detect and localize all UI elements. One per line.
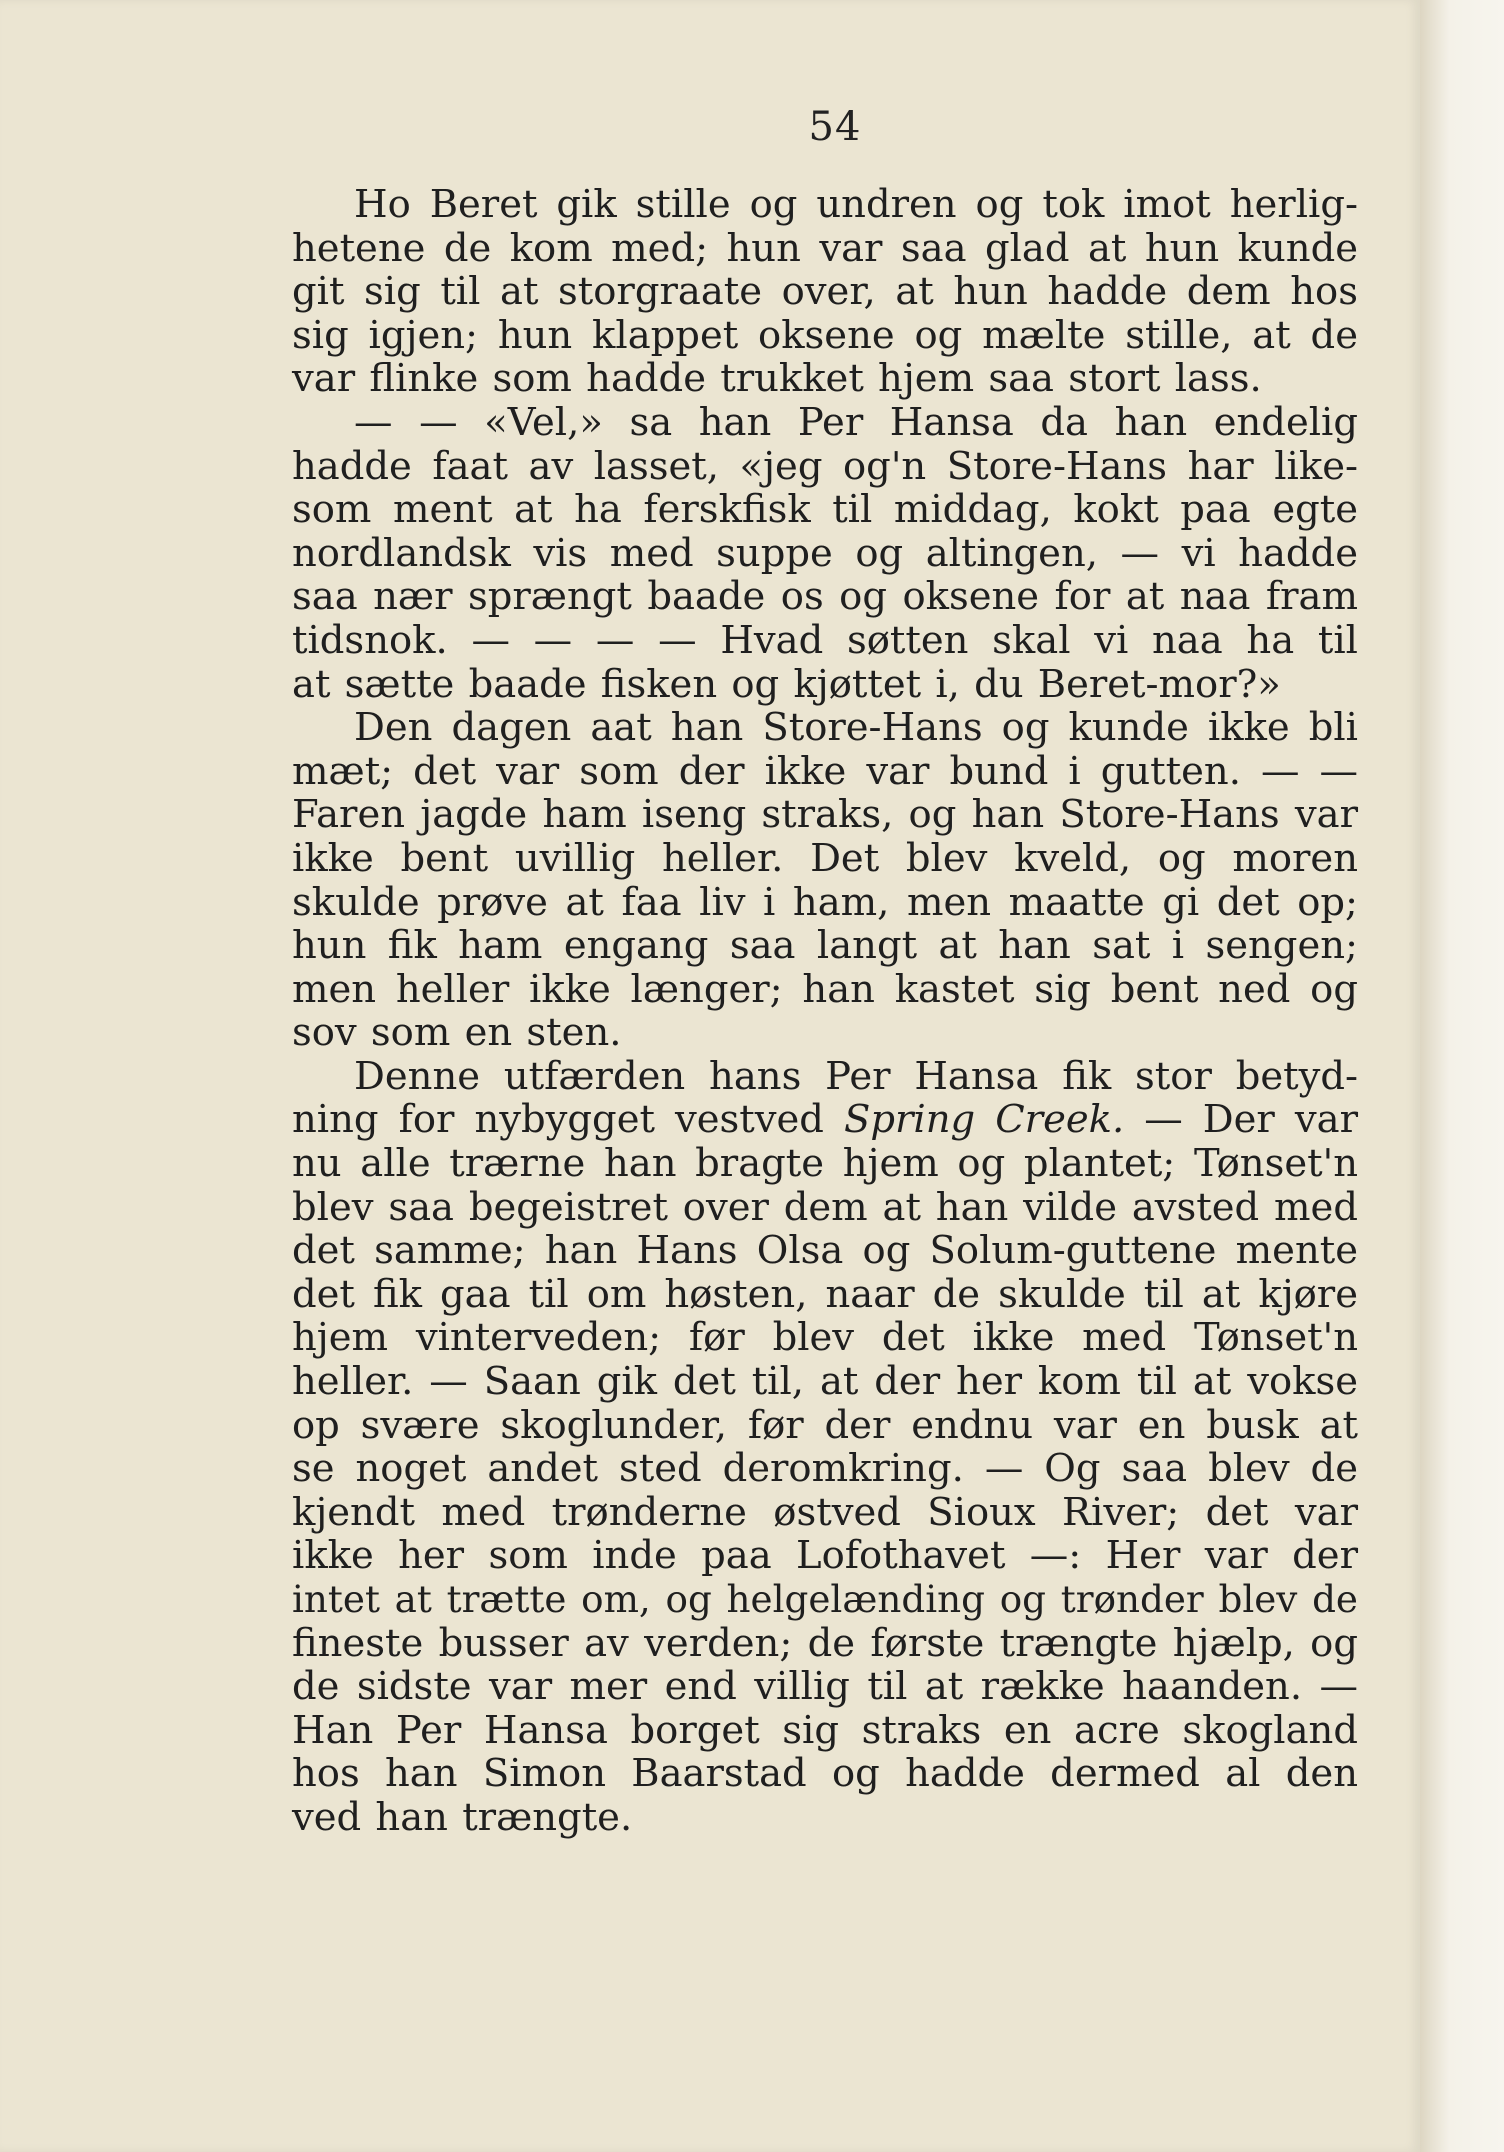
paragraph <box>292 706 1358 1055</box>
text-line: men heller ikke længer; han kastet sig bent ned og <box>292 966 1358 1012</box>
text-line: sig igjen; hun klappet oksene og mælte stille, at de <box>292 312 1358 358</box>
text-line: Faren jagde ham iseng straks, og han Store-Hans var <box>292 792 1358 838</box>
text-line: Denne utfærden hans Per Hansa fik stor betyd- <box>354 1053 1358 1099</box>
text-line: hjem vinterveden; før blev det ikke med Tønset'n <box>292 1315 1358 1361</box>
body-text <box>292 183 1358 1840</box>
text-line: kjendt med trønderne østved Sioux River; det var <box>292 1489 1358 1535</box>
text-line: de sidste var mer end villig til at række haanden. — <box>292 1664 1358 1710</box>
text-line: heller. — Saan gik det til, at der her kom til at vokse <box>292 1359 1358 1405</box>
page-number: 54 <box>808 104 862 150</box>
text-segment: ning for nybygget vestved <box>292 1097 844 1143</box>
text-line: hadde faat av lasset, «jeg og'n Store-Hans har like- <box>292 443 1358 489</box>
text-line: Ho Beret gik stille og undren og tok imot herlig- <box>354 182 1358 227</box>
text-segment: — Der var <box>1124 1097 1358 1143</box>
text-line: hos han Simon Baarstad og hadde dermed al den <box>292 1751 1358 1797</box>
italic-place-name: Spring Creek. <box>843 1097 1125 1143</box>
text-line: hetene de kom med; hun var saa glad at hun kunde <box>292 225 1358 271</box>
text-line: tidsnok. — — — — Hvad søtten skal vi naa ha til <box>292 617 1358 663</box>
text-line: var flinke som hadde trukket hjem saa stort lass. <box>292 356 1262 402</box>
text-line: — — «Vel,» sa han Per Hansa da han endelig <box>354 399 1358 445</box>
text-line: Den dagen aat han Store-Hans og kunde ikke bli <box>354 705 1358 751</box>
text-line: ikke bent uvillig heller. Det blev kveld, og moren <box>292 835 1358 881</box>
text-line: Han Per Hansa borget sig straks en acre skogland <box>292 1707 1358 1753</box>
text-line: intet at trætte om, og helgelænding og trønder blev de <box>292 1577 1358 1621</box>
paragraph <box>292 1055 1358 1840</box>
paragraph <box>292 401 1358 706</box>
text-line: ikke her som inde paa Lofothavet —: Her var der <box>292 1533 1358 1579</box>
text-line: fineste busser av verden; de første trængte hjælp, og <box>292 1620 1358 1666</box>
page-edge <box>1420 0 1504 2152</box>
text-line: hun fik ham engang saa langt at han sat i sengen; <box>292 923 1358 969</box>
text-line: nu alle trærne han bragte hjem og plantet; Tønset'n <box>292 1141 1358 1187</box>
text-line: som ment at ha ferskfisk til middag, kokt paa egte <box>292 487 1358 533</box>
text-line: saa nær sprængt baade os og oksene for at naa fram <box>292 574 1358 620</box>
text-line: at sætte baade fisken og kjøttet i, du Beret-mor?» <box>292 661 1281 707</box>
text-line: nordlandsk vis med suppe og altingen, — vi hadde <box>292 530 1358 576</box>
text-line <box>292 1098 1358 1142</box>
text-line: op svære skoglunder, før der endnu var en busk at <box>292 1402 1358 1448</box>
text-line: det samme; han Hans Olsa og Solum-guttene mente <box>292 1228 1358 1274</box>
text-line: sov som en sten. <box>292 1010 622 1056</box>
text-line: det fik gaa til om høsten, naar de skulde til at kjøre <box>292 1271 1358 1317</box>
text-line: skulde prøve at faa liv i ham, men maatte gi det op; <box>292 879 1358 925</box>
text-line: blev saa begeistret over dem at han vilde avsted med <box>292 1184 1358 1230</box>
text-line: ved han trængte. <box>292 1794 633 1840</box>
text-line: git sig til at storgraate over, at hun hadde dem hos <box>292 269 1358 315</box>
paragraph <box>292 183 1358 401</box>
text-line: mæt; det var som der ikke var bund i gutten. — — <box>292 748 1358 794</box>
text-line: se noget andet sted deromkring. — Og saa blev de <box>292 1446 1358 1492</box>
